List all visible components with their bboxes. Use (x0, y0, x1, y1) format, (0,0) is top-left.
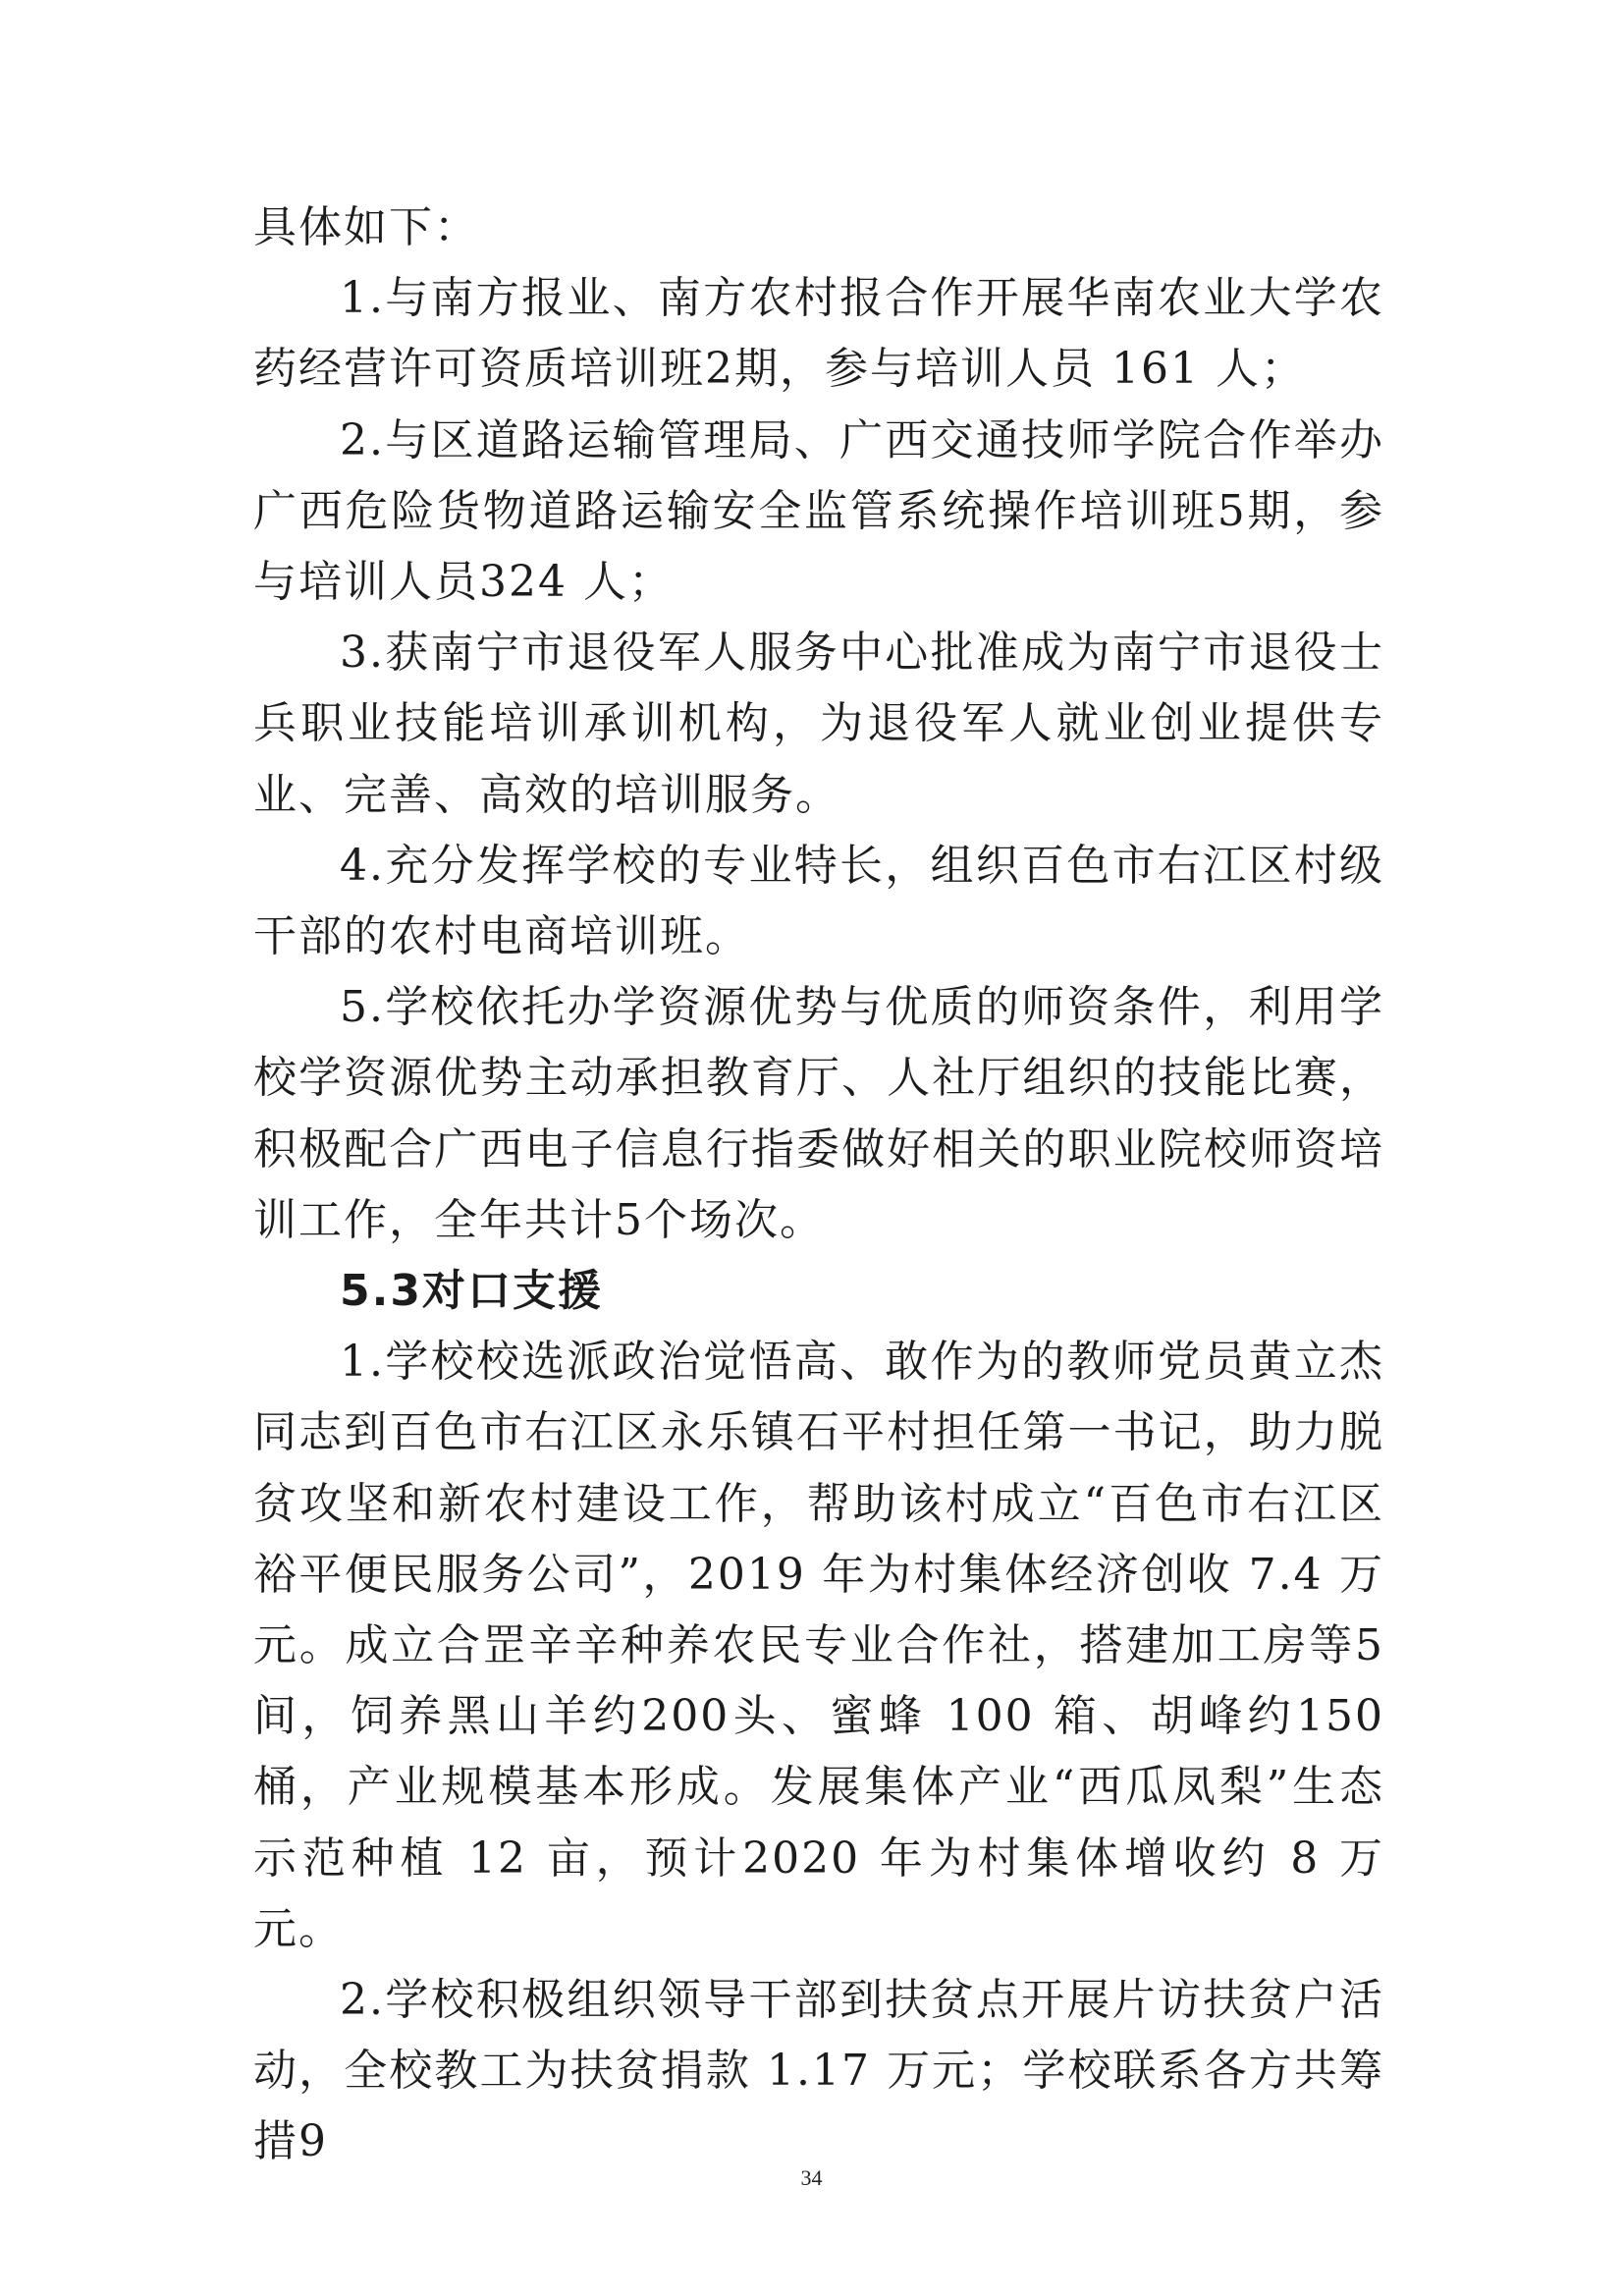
page-number: 34 (800, 2165, 823, 2190)
training-item-2: 2.与区道路运输管理局、广西交通技师学院合作举办广西危险货物道路运输安全监管系统操作培训班5期，参与培训人员324 人； (253, 414, 1384, 608)
training-item-4: 4.充分发挥学校的专业特长，组织百色市右江区村级干部的农村电商培训班。 (253, 840, 1384, 962)
page-body (253, 192, 1384, 2178)
training-item-5: 5.学校依托办学资源优势与优质的师资条件，利用学校学资源优势主动承担教育厅、人社厅组织的技能比赛，积极配合广西电子信息行指委做好相关的职业院校师资培训工作，全年共计5个场次。 (253, 982, 1384, 1245)
training-item-1: 1.与南方报业、南方农村报合作开展华南农业大学农药经营许可资质培训班2期，参与培训人员 161 人； (253, 273, 1384, 395)
lead-in-paragraph: 具体如下： (253, 202, 479, 252)
training-item-3: 3.获南宁市退役军人服务中心批准成为南宁市退役士兵职业技能培训承训机构，为退役军人就业创业提供专业、完善、高效的培训服务。 (253, 628, 1384, 820)
section-heading: 5.3对口支援 (340, 1266, 603, 1317)
support-item-1: 1.学校校选派政治觉悟高、敢作为的教师党员黄立杰同志到百色市右江区永乐镇石平村担任第一书记，助力脱贫攻坚和新农村建设工作，帮助该村成立“百色市右江区裕平便民服务公司”，2019 年为村集体经济创收 7.4 万元。成立合罡辛辛种养农民专业合作社，搭建加工房等5间，饲养黑山羊约200头、蜜蜂 100 箱、胡峰约150 桶，产业规模基本形成。发展集体产业“西瓜凤梨”生态示范种植 12 亩，预计2020 年为村集体增收约 8 万元。 (253, 1337, 1384, 1954)
support-item-2: 2.学校积极组织领导干部到扶贫点开展片访扶贫户活动，全校教工为扶贫捐款 1.17 万元；学校联系各方共筹措9 (253, 1975, 1384, 2167)
